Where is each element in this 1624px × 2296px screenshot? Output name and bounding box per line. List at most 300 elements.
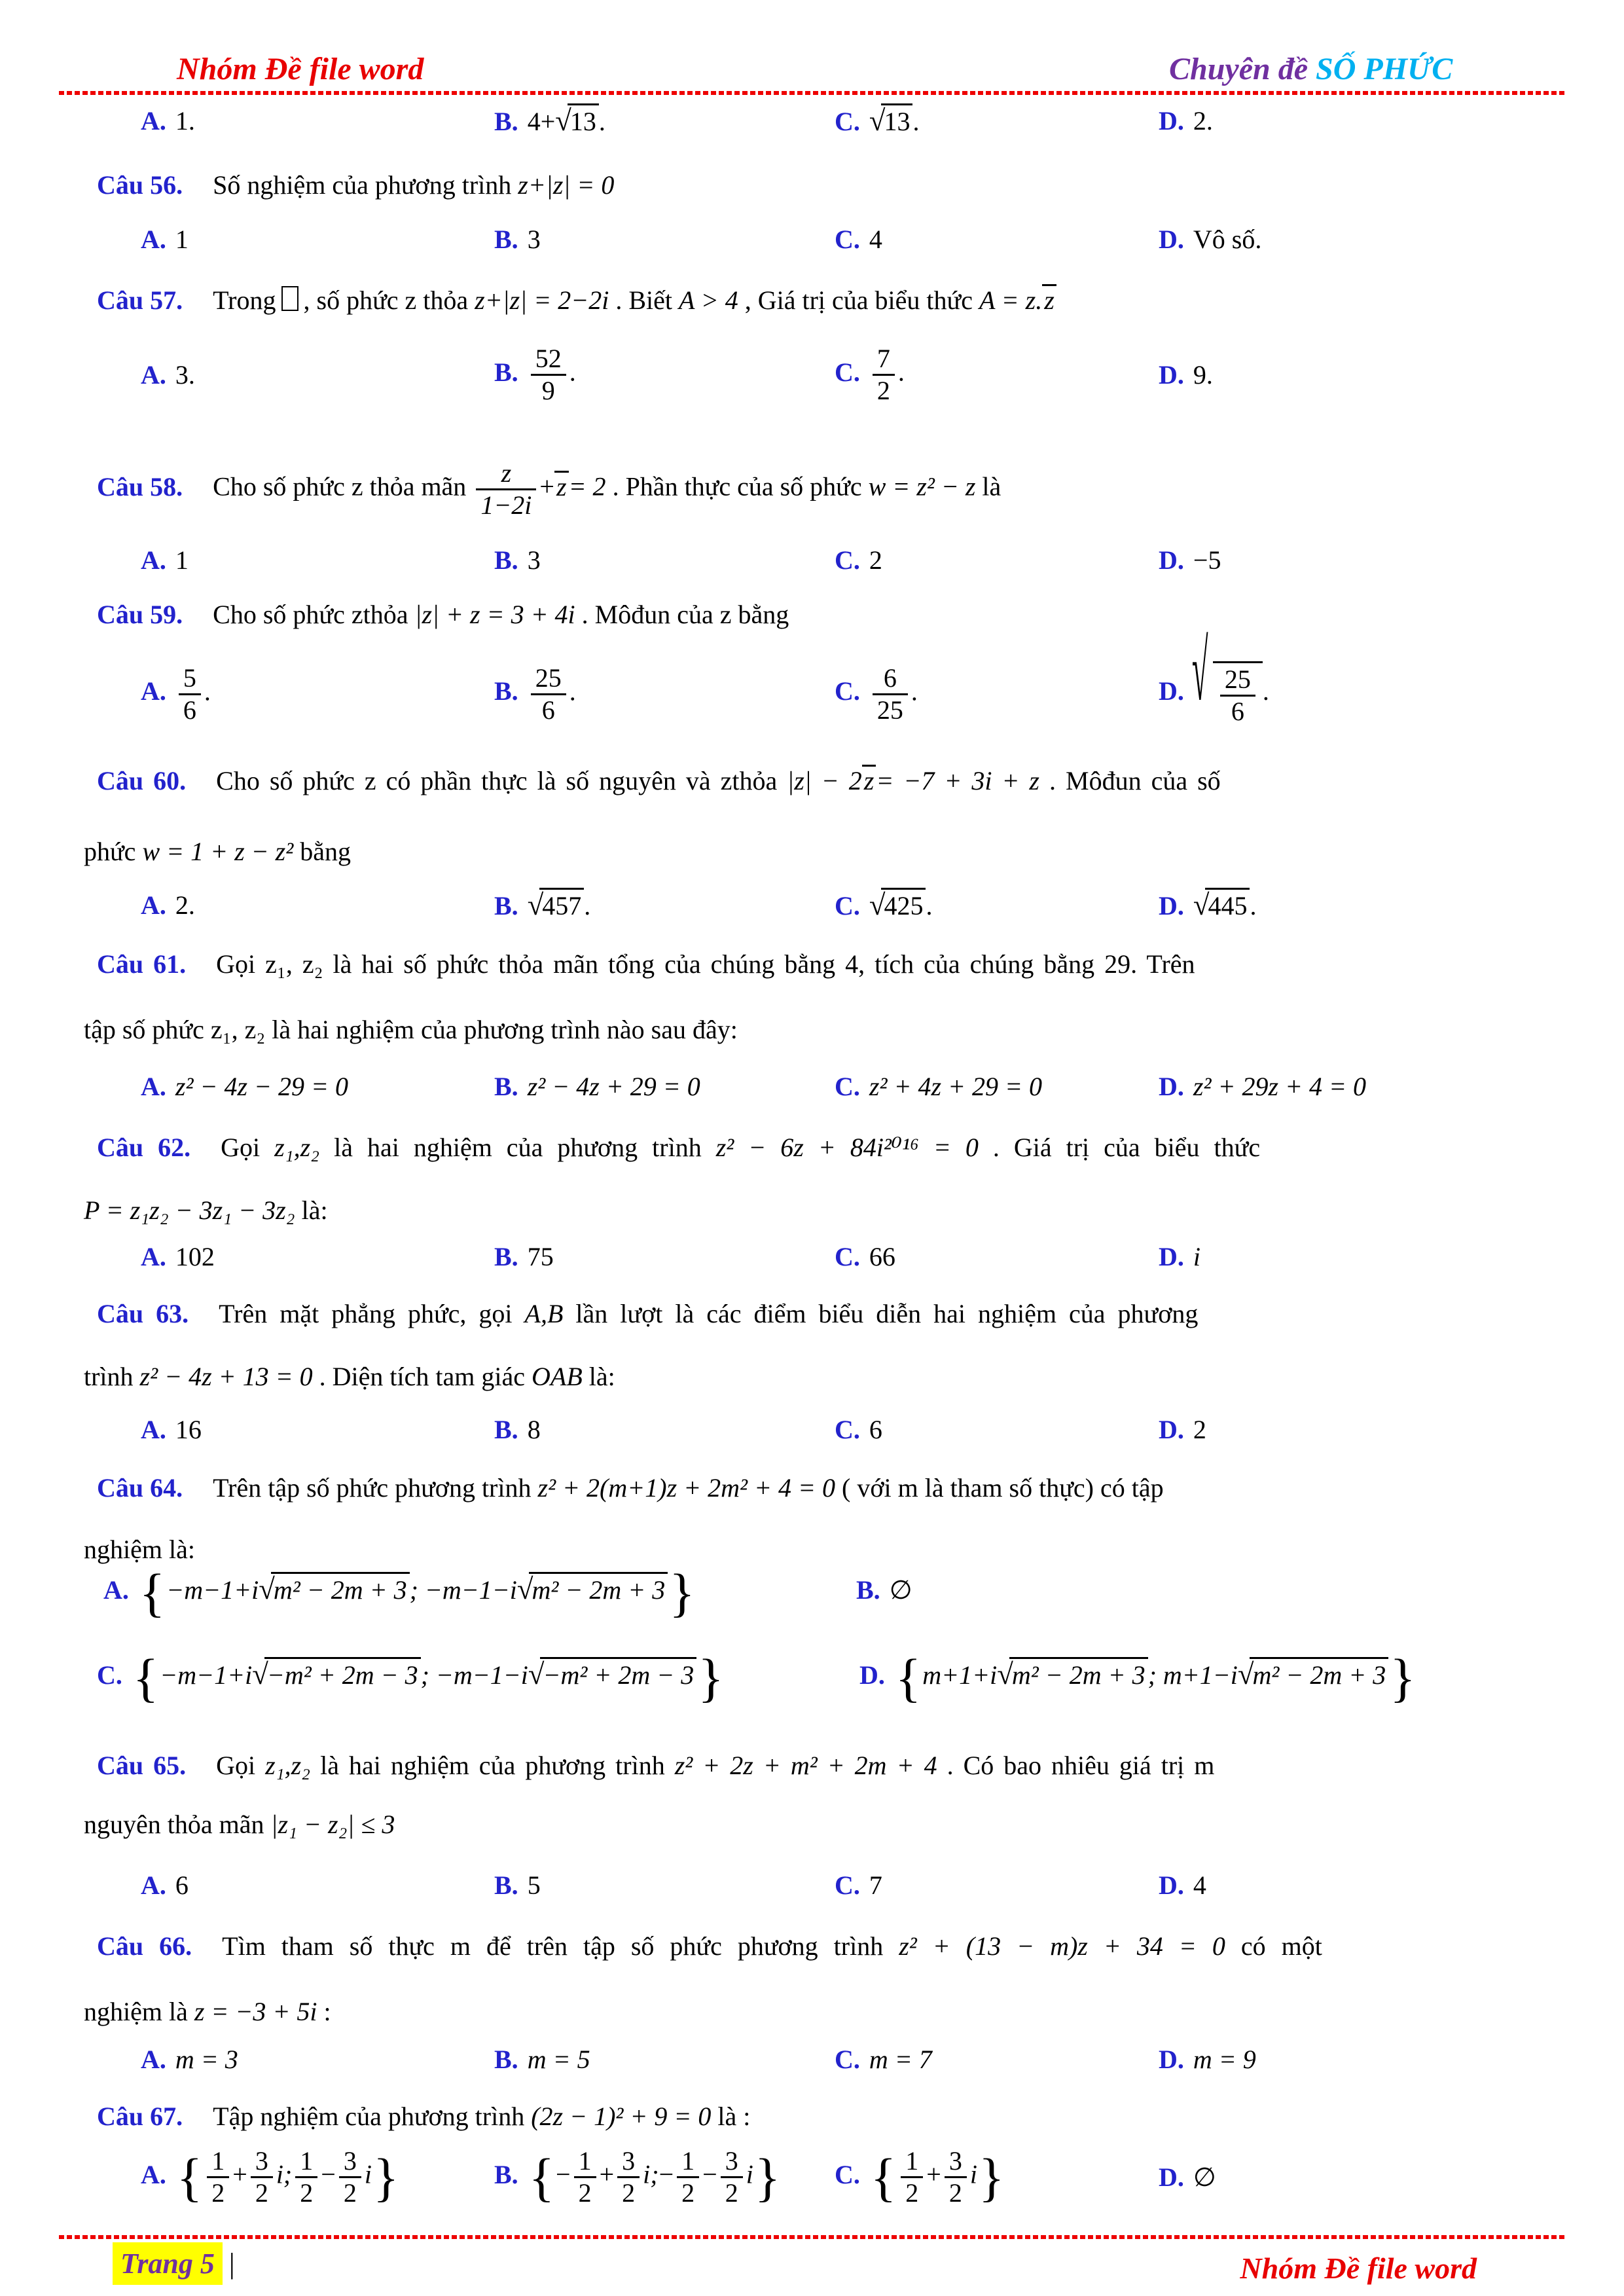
header-right-title: [1169, 51, 1453, 87]
math: |z₁ − z₂| ≤ 3: [270, 1810, 395, 1839]
option-a: [141, 890, 494, 920]
radicand: m² − 2m + 3: [1009, 1657, 1148, 1690]
option-a-key: A.: [141, 1415, 166, 1444]
option-d-key: D.: [1159, 105, 1184, 136]
option-d-key: D.: [1159, 1870, 1184, 1900]
footer-left: [113, 2247, 235, 2280]
option-b: [494, 1241, 835, 1272]
text: Cho số phức z thỏa mãn: [213, 471, 473, 501]
option-d-key: D.: [1159, 360, 1184, 390]
option-d: [1159, 1071, 1568, 1102]
option-d: [1159, 1414, 1568, 1445]
option-d-value: i: [1193, 1242, 1201, 1271]
fraction-denominator: 2: [901, 2176, 923, 2208]
text: bằng: [293, 837, 351, 866]
options-row-q58: [85, 545, 1568, 575]
math: z+|z| = 2−2i: [475, 285, 609, 315]
option-b-key: B.: [494, 225, 518, 254]
math: P = z₁z₂ − 3z₁ − 3z₂: [84, 1195, 295, 1225]
question-61-line2: [84, 1010, 1568, 1050]
sqrt: [528, 1657, 696, 1691]
fraction-denominator: 6: [179, 693, 201, 725]
question-56-label: Câu 56.: [97, 170, 183, 200]
period: .: [1250, 891, 1257, 920]
option-b: [494, 888, 835, 922]
fraction-denominator: 6: [531, 693, 566, 725]
option-b-key: B.: [494, 891, 518, 920]
text: là: [975, 471, 1001, 501]
fraction-numerator: 1: [578, 2146, 592, 2176]
option-b-value: z² − 4z + 29 = 0: [527, 1072, 700, 1101]
option-d: [1159, 105, 1568, 136]
option-d-value: Vô số.: [1193, 225, 1262, 254]
open-brace: {: [895, 1648, 922, 1707]
sqrt: [528, 888, 585, 922]
question-66-label: Câu 66.: [97, 1931, 192, 1961]
math-prefix: 4+: [527, 107, 556, 136]
radicand: m² − 2m + 3: [1250, 1657, 1388, 1690]
option-a-key: A.: [141, 676, 166, 706]
option-d: [1159, 224, 1568, 255]
question-65-line1: [97, 1745, 1568, 1786]
fraction-numerator: 52: [535, 344, 562, 373]
math: |z| − 2: [787, 766, 862, 795]
option-d-value: −5: [1193, 545, 1221, 575]
math: = −7 + 3i + z: [876, 766, 1039, 795]
fraction-numerator: 1: [905, 2146, 919, 2176]
option-c: [835, 224, 1159, 255]
option-a-key: A.: [141, 105, 166, 136]
sqrt: [869, 888, 926, 922]
option-a-key: A.: [141, 2045, 166, 2074]
option-d-key: D.: [1159, 1242, 1184, 1271]
option-b: [494, 224, 835, 255]
fraction-denominator: 2: [617, 2176, 640, 2208]
option-c: [835, 2146, 1159, 2208]
question-57-label: Câu 57.: [97, 285, 183, 315]
radical-sign: √: [527, 888, 544, 921]
radicand: 13: [568, 103, 599, 137]
option-b: [494, 2146, 835, 2208]
sqrt: [555, 103, 599, 137]
radical-sign: √: [1191, 623, 1208, 719]
math: z = −3 + 5i: [194, 1997, 317, 2026]
radical-sign: √: [555, 104, 571, 137]
operator: −: [659, 2159, 674, 2189]
option-b: [494, 344, 835, 406]
radicand: 445: [1205, 888, 1250, 921]
option-d-key: D.: [1159, 225, 1184, 254]
period: .: [569, 676, 576, 706]
fraction-denominator: 2: [721, 2176, 743, 2208]
option-a-key: A.: [141, 360, 166, 390]
sqrt: [997, 1657, 1147, 1691]
text: . Diện tích tam giác: [312, 1362, 532, 1391]
option-b: [494, 1071, 835, 1102]
text: Trong: [213, 285, 276, 315]
option-d-key: D.: [1159, 1072, 1184, 1101]
option-b-key: B.: [494, 676, 518, 706]
fraction-numerator: 3: [255, 2146, 268, 2176]
option-c: [835, 1241, 1159, 1272]
option-d-key: D.: [1159, 545, 1184, 575]
option-b-key: B.: [494, 1870, 518, 1900]
question-59-label: Câu 59.: [97, 600, 183, 629]
sqrt: [869, 103, 913, 137]
open-brace: {: [176, 2147, 203, 2207]
option-b-value: 75: [527, 1242, 554, 1271]
option-c-value: m = 7: [869, 2045, 932, 2074]
option-c: [835, 1071, 1159, 1102]
option-a-value: z² − 4z − 29 = 0: [175, 1072, 348, 1101]
options-row-q63: [85, 1414, 1568, 1445]
option-a-value: 1: [175, 225, 189, 254]
radicand: [1213, 661, 1263, 727]
option-a-key: A.: [141, 545, 166, 575]
fraction: [179, 663, 201, 725]
question-58-label: Câu 58.: [97, 471, 183, 501]
fraction: [873, 344, 895, 406]
option-a-key: A.: [141, 2159, 166, 2189]
fraction-numerator: 3: [622, 2146, 636, 2176]
math: i: [364, 2159, 372, 2189]
math: ; −m−1−i: [409, 1575, 517, 1605]
option-c: [85, 1648, 859, 1707]
option-c-key: C.: [835, 357, 860, 387]
fraction: [873, 663, 908, 725]
text: . Môđun của z bằng: [575, 600, 789, 629]
option-b-key: B.: [494, 107, 518, 136]
text: là :: [711, 2102, 751, 2131]
option-c: [835, 103, 1159, 137]
text: tập số phức z₁, z₂ là hai nghiệm của phương trình nào sau đây:: [84, 1015, 738, 1044]
radicand: −m² + 2m − 3: [264, 1657, 421, 1690]
text: Tìm tham số thực m để trên tập số phức phương trình: [222, 1931, 899, 1961]
option-d-key: D.: [1159, 1415, 1184, 1444]
option-c-key: C.: [835, 545, 860, 575]
open-brace: {: [132, 1648, 159, 1707]
header-divider-line: [59, 91, 1566, 95]
operator: −: [556, 2159, 571, 2189]
option-a: [141, 1414, 494, 1445]
option-a-key: A.: [141, 890, 166, 920]
option-a-value: 16: [175, 1415, 202, 1444]
text: :: [317, 1997, 331, 2026]
math: ; −m−1−i: [420, 1660, 528, 1690]
open-brace: {: [870, 2147, 897, 2207]
option-a: [141, 1241, 494, 1272]
text: . Phần thực của số phức: [605, 471, 869, 501]
option-b: [494, 103, 835, 137]
option-b-value: 3: [527, 545, 541, 575]
option-c-key: C.: [835, 1242, 860, 1271]
text: Gọi z₁, z₂ là hai số phức thỏa mãn tổng của chúng bằng 4, tích của chúng bằng 29. Trên: [216, 949, 1195, 979]
period: .: [584, 891, 591, 920]
option-b: [494, 545, 835, 575]
text: Tập nghiệm của phương trình: [213, 2102, 532, 2131]
fraction-denominator: 2: [677, 2176, 699, 2208]
fraction: [617, 2146, 640, 2208]
option-c-value: 4: [869, 225, 882, 254]
options-row-q60: [85, 888, 1568, 922]
math: z² − 6z + 84i²⁰¹⁶ = 0: [715, 1133, 979, 1162]
option-c: [835, 1870, 1159, 1901]
option-a: [85, 1563, 856, 1622]
math: −m−1+i: [160, 1660, 253, 1690]
fraction: [1220, 665, 1255, 727]
question-60-line1: [97, 761, 1568, 801]
close-brace: }: [978, 2147, 1005, 2207]
fraction: [531, 663, 566, 725]
options-row-q59: [85, 623, 1568, 727]
option-d-value: 2: [1193, 1415, 1206, 1444]
option-d-value: 4: [1193, 1870, 1206, 1900]
option-c: [835, 2044, 1159, 2075]
radicand: 13: [881, 103, 912, 137]
option-c-key: C.: [835, 1870, 860, 1900]
option-c: [835, 545, 1159, 575]
question-59: [97, 594, 1568, 635]
options-row-q65: [85, 1870, 1568, 1901]
fraction: [677, 2146, 699, 2208]
close-brace: }: [698, 1648, 724, 1707]
fraction-denominator: 6: [1220, 695, 1255, 727]
plus-sign: +: [539, 471, 554, 501]
header-left-brand: Nhóm Đề file word: [177, 52, 424, 86]
options-row-q67: [85, 2146, 1568, 2208]
sqrt: [1193, 888, 1250, 922]
page-number: Trang 5: [113, 2242, 223, 2285]
fraction-numerator: 25: [535, 663, 562, 693]
option-a: [141, 105, 494, 136]
fraction-numerator: 3: [343, 2146, 357, 2176]
fraction: [339, 2146, 361, 2208]
fraction-denominator: 25: [873, 693, 908, 725]
question-66-line1: [97, 1926, 1568, 1967]
fraction-numerator: 1: [681, 2146, 695, 2176]
math: A = z.: [979, 285, 1043, 315]
period: .: [598, 107, 605, 136]
option-d: [1159, 359, 1568, 390]
operator: +: [926, 2159, 941, 2189]
option-c-value: 7: [869, 1870, 882, 1900]
option-a: [141, 359, 494, 390]
option-d: [1159, 1870, 1568, 1901]
radical-sign: √: [252, 1658, 268, 1691]
option-c: [835, 344, 1159, 406]
question-67-label: Câu 67.: [97, 2102, 183, 2131]
option-c: [835, 663, 1159, 725]
option-d: [859, 1648, 1417, 1707]
sqrt: [1238, 1657, 1388, 1691]
text: . Biết: [609, 285, 679, 315]
option-a: [141, 663, 494, 725]
fraction-numerator: 7: [876, 344, 890, 373]
text: . Môđun của số: [1039, 766, 1221, 795]
math: i;: [276, 2159, 293, 2189]
radical-sign: √: [869, 104, 886, 137]
conjugate-z: z: [554, 471, 569, 501]
option-b-key: B.: [856, 1575, 880, 1605]
option-b-value: m = 5: [527, 2045, 590, 2074]
radical-sign: √: [869, 888, 886, 921]
options-row-q64-cd: [85, 1648, 1417, 1707]
math: = 2: [568, 471, 606, 501]
option-a-value: 3.: [175, 360, 195, 390]
close-brace: }: [669, 1563, 695, 1622]
footer-separator: |: [228, 2248, 235, 2280]
text: , số phức z thỏa: [303, 285, 475, 315]
question-61-line1: [97, 944, 1568, 985]
fraction: [476, 458, 536, 520]
question-64-line2: [84, 1529, 1568, 1570]
option-c-key: C.: [835, 2159, 860, 2189]
text: nghiệm là:: [84, 1535, 195, 1564]
math: z² − 4z + 13 = 0: [139, 1362, 313, 1391]
close-brace: }: [372, 2147, 399, 2207]
text: lần lượt là các điểm biểu diễn hai nghiệm của phương: [563, 1299, 1199, 1328]
math: z+|z| = 0: [518, 170, 615, 200]
question-66-line2: [84, 1992, 1568, 2032]
text: Gọi: [221, 1133, 275, 1162]
option-d-value: ∅: [1193, 2162, 1216, 2192]
sqrt: [517, 1572, 668, 1606]
question-63-line2: [84, 1357, 1568, 1397]
option-d: [1159, 623, 1568, 727]
math: ; m+1−i: [1147, 1660, 1238, 1690]
text: là:: [582, 1362, 615, 1391]
radical-sign: √: [259, 1573, 275, 1606]
option-d-value: 2.: [1193, 105, 1213, 136]
open-brace: {: [528, 2147, 555, 2207]
conjugate-z: z: [1042, 284, 1056, 315]
math: A > 4: [679, 285, 738, 315]
math: m+1+i: [922, 1660, 998, 1690]
question-58: [97, 458, 1568, 520]
option-d: [1159, 2044, 1568, 2075]
question-62-line1: [97, 1127, 1568, 1168]
operator: −: [321, 2159, 336, 2189]
text: . Giá trị của biểu thức: [978, 1133, 1261, 1162]
sqrt: [259, 1572, 409, 1606]
question-56: [97, 165, 1568, 206]
math: z² + 2z + m² + 2m + 4: [674, 1751, 937, 1780]
sqrt: [1191, 623, 1263, 727]
option-b-key: B.: [494, 1072, 518, 1101]
period: .: [897, 357, 905, 387]
question-65-line2: [84, 1804, 1568, 1845]
option-a: [141, 1870, 494, 1901]
options-row-prev: [85, 103, 1568, 137]
sqrt: [252, 1657, 420, 1691]
option-c-key: C.: [835, 1415, 860, 1444]
fraction-numerator: 3: [725, 2146, 738, 2176]
period: .: [569, 357, 576, 387]
option-b: [856, 1575, 912, 1605]
option-a-value: 1.: [175, 105, 195, 136]
option-d-value: 9.: [1193, 360, 1213, 390]
option-a-value: m = 3: [175, 2045, 238, 2074]
option-a-key: A.: [141, 1870, 166, 1900]
footer-divider-line: [59, 2235, 1566, 2239]
option-a-key: A.: [103, 1575, 129, 1605]
radicand: 425: [881, 888, 926, 921]
period: .: [1262, 676, 1269, 706]
text: Gọi: [216, 1751, 266, 1780]
header-topic-prefix: Chuyên đề: [1169, 52, 1316, 86]
math: z₁,z₂: [274, 1133, 320, 1162]
text: Cho số phức zthỏa: [213, 600, 415, 629]
close-brace: }: [754, 2147, 781, 2207]
math: i;: [643, 2159, 659, 2189]
fraction: [531, 344, 566, 406]
option-c-key: C.: [835, 2045, 860, 2074]
question-62-label: Câu 62.: [97, 1133, 191, 1162]
fraction-numerator: 25: [1224, 665, 1251, 694]
math: OAB: [532, 1362, 583, 1391]
fraction-denominator: 2: [339, 2176, 361, 2208]
question-57: [97, 280, 1568, 321]
fraction: [207, 2146, 229, 2208]
option-d-value: m = 9: [1193, 2045, 1256, 2074]
option-a-key: A.: [141, 1072, 166, 1101]
close-brace: }: [1390, 1648, 1416, 1707]
fraction-denominator: 2: [207, 2176, 229, 2208]
option-c-value: z² + 4z + 29 = 0: [869, 1072, 1042, 1101]
text: là:: [295, 1195, 328, 1225]
fraction-numerator: 5: [183, 663, 196, 693]
text: có một: [1225, 1931, 1322, 1961]
option-b-value: 8: [527, 1415, 541, 1444]
option-b-key: B.: [494, 1242, 518, 1271]
option-d-value: z² + 29z + 4 = 0: [1193, 1072, 1366, 1101]
fraction-numerator: 1: [211, 2146, 225, 2176]
option-c-key: C.: [97, 1660, 122, 1690]
radicand: m² − 2m + 3: [271, 1572, 410, 1605]
text: là hai nghiệm của phương trình: [310, 1751, 675, 1780]
missing-glyph-box: [281, 286, 298, 311]
option-a-value: 2.: [175, 890, 195, 920]
option-b: [494, 663, 835, 725]
conjugate-z: z: [862, 765, 876, 795]
options-row-q61: [85, 1071, 1568, 1102]
text: là hai nghiệm của phương trình: [319, 1133, 716, 1162]
text: . Có bao nhiêu giá trị m: [937, 1751, 1215, 1780]
option-c-key: C.: [835, 676, 860, 706]
option-d-key: D.: [1159, 2162, 1184, 2192]
option-d-key: D.: [1159, 2045, 1184, 2074]
radicand: −m² + 2m − 3: [540, 1657, 696, 1690]
radicand: 457: [539, 888, 584, 921]
fraction: [251, 2146, 273, 2208]
question-63-line1: [97, 1294, 1568, 1334]
period: .: [204, 676, 211, 706]
option-a: [141, 2044, 494, 2075]
option-c: [835, 1414, 1159, 1445]
options-row-q66: [85, 2044, 1568, 2075]
option-b: [494, 1870, 835, 1901]
fraction-denominator: 2: [945, 2176, 967, 2208]
options-row-q64-ab: [85, 1563, 912, 1622]
option-c-key: C.: [835, 225, 860, 254]
option-d-key: D.: [859, 1660, 885, 1690]
option-a: [141, 2146, 494, 2208]
question-56-text: Số nghiệm của phương trình: [213, 170, 518, 200]
fraction-denominator: 2: [295, 2176, 317, 2208]
options-row-q62: [85, 1241, 1568, 1272]
radicand: m² − 2m + 3: [529, 1572, 668, 1605]
operator: −: [702, 2159, 717, 2189]
